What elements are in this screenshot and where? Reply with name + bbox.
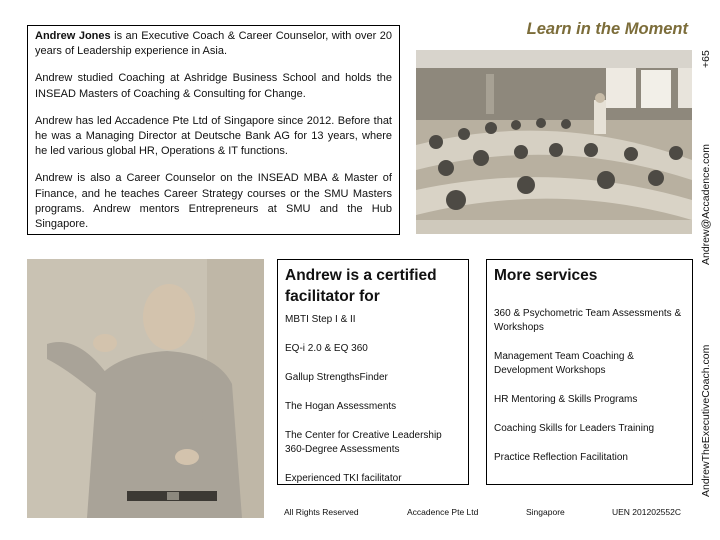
speaker-photo [27,259,264,518]
bio-name: Andrew Jones [35,30,111,42]
footer [0,507,720,521]
certified-box [277,259,469,485]
services-item: 360 & Psychometric Team Assessments & Workshops [494,308,682,333]
services-list [494,307,685,465]
footer-uen: UEN 201202552C [612,507,681,517]
footer-location: Singapore [526,507,565,517]
certified-item: Gallup StrengthsFinder [285,372,388,383]
bio-paragraph-2: Andrew studied Coaching at Ashridge Business School and holds the INSEAD Masters of Coaching & Consulting for Change. [35,72,392,100]
bio-intro: is an Executive Coach & Career Counselor, with over 20 years of Leadership experience in Asia. [35,30,392,58]
bio-paragraph-3: Andrew has led Accadence Pte Ltd of Singapore since 2012. Before that he was a Managing Director at Deutsche Bank AG for 13 years, where he led various global HR, Operations & IT functions. [35,114,392,158]
footer-rights: All Rights Reserved [284,507,359,517]
bio-box [27,25,400,235]
certified-item: The Hogan Assessments [285,401,397,412]
services-item: HR Mentoring & Skills Programs [494,394,638,405]
certified-item: MBTI Step I & II [285,314,356,325]
tagline: Learn in the Moment [526,20,688,38]
services-box [486,259,693,485]
certified-item: EQ-i 2.0 & EQ 360 [285,343,368,354]
certified-item: The Center for Creative Leadership 360-Degree Assessments [285,430,442,455]
footer-company: Accadence Pte Ltd [407,507,479,517]
bio-paragraph-4: Andrew is also a Career Counselor on the INSEAD MBA & Master of Finance, and he teaches Career Strategy courses or the SMU Masters programs. Andrew mentors Entrepreneurs at SMU and the Hub Singapore. [35,172,392,231]
services-item: Coaching Skills for Leaders Training [494,423,655,434]
side-email[interactable]: Andrew@Accadence.com [700,144,712,265]
certified-heading: Andrew is a certified facilitator for [285,267,437,305]
services-item: Practice Reflection Facilitation [494,452,628,463]
classroom-photo [416,50,692,234]
services-item: Management Team Coaching & Development Workshops [494,351,634,376]
certified-item: Experienced TKI facilitator [285,473,402,484]
side-website[interactable]: AndrewTheExecutiveCoach.com [700,344,712,497]
side-phone: +65 [700,50,712,68]
services-heading: More services [494,267,598,284]
certified-list [285,313,461,486]
bio-paragraph-1 [35,29,392,59]
